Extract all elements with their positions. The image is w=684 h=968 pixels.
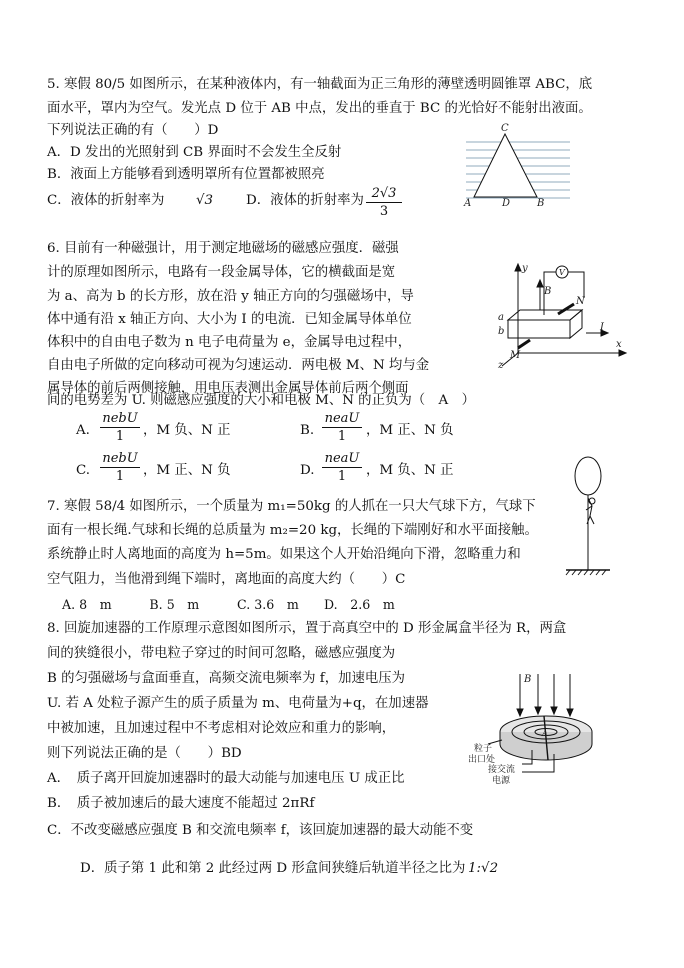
q6-option-c-numerator: nebU <box>100 451 140 468</box>
q6-magnetometer-figure <box>478 258 628 370</box>
q6-line5: 体积中的自由电子数为 n 电子电荷量为 e，金属导电过程中， <box>47 335 412 350</box>
q6-option-d-label: D. <box>300 463 315 478</box>
q5-line1: 5. 寒假 80/5 如图所示，在某种液体内，有一轴截面为正三角形的薄壁透明圆锥罩 ABC，底 <box>47 77 593 92</box>
q5-fig-label-b: B <box>537 198 545 206</box>
q5-option-b: B．液面上方能够看到透明罩所有位置都被照亮 <box>47 167 325 182</box>
q8-fig-label-a: A <box>542 729 548 738</box>
q6-line3: 为 a、高为 b 的长方形，放在沿 y 轴正方向的匀强磁场中，导 <box>47 289 414 304</box>
q6-option-c-denominator: 1 <box>115 469 125 484</box>
q6-fig-axis-x: x <box>616 339 622 350</box>
q8-option-a: A． 质子离开回旋加速器时的最大动能与加速电压 U 成正比 <box>47 771 405 786</box>
q7-line4: 空气阻力，当他滑到绳下端时，离地面的高度大约（ ）C <box>47 572 406 587</box>
q8-fig-power-line2: 电源 <box>492 776 511 786</box>
q8-option-b: B． 质子被加速后的最大速度不能超过 2πRf <box>47 796 315 811</box>
q5-option-c: C．液体的折射率为 <box>47 193 165 208</box>
q8-option-d-value: 1:√2 <box>468 861 499 876</box>
q6-option-a-label: A. <box>76 423 90 438</box>
q5-fig-label-d: D <box>502 198 511 206</box>
q6-option-b-tail: ，M 正、N 负 <box>366 423 454 438</box>
q5-option-d-denominator: 3 <box>379 204 389 219</box>
q6-fig-label-n: N <box>576 296 585 307</box>
q5-option-d: D．液体的折射率为 <box>246 193 364 208</box>
q6-option-a-denominator: 1 <box>115 429 125 444</box>
q8-fig-outlet-line2: 出口处 <box>468 755 496 765</box>
q6-line2: 计的原理如图所示，电路有一段金属导体，它的横截面是宽 <box>47 265 396 280</box>
q6-line1: 6. 目前有一种磁强计，用于测定地磁场的磁感应强度．磁强 <box>47 241 399 256</box>
q5-option-d-numerator: 2√3 <box>366 186 402 203</box>
q6-line4: 体中通有沿 x 轴正方向、大小为 I 的电流．已知金属导体单位 <box>47 312 412 327</box>
q6-fig-axis-z: z <box>498 360 504 370</box>
q6-fig-axis-y: y <box>522 263 528 274</box>
q5-cone-figure <box>460 120 572 206</box>
q8-line1: 8. 回旋加速器的工作原理示意图如图所示，置于高真空中的 D 形金属盒半径为 R，两盒 <box>47 621 567 636</box>
q5-line2: 面水平，罩内为空气。发光点 D 位于 AB 中点，发出的垂直于 BC 的光恰好不能射出液面。 <box>47 101 592 116</box>
q6-option-d-denominator: 1 <box>337 469 347 484</box>
q7-line3: 系统静止时人离地面的高度为 h=5m。如果这个人开始沿绳向下滑，忽略重力和 <box>47 547 521 562</box>
q6-option-a-numerator: nebU <box>100 411 140 428</box>
q8-fig-outlet-line1: 粒子 <box>474 744 493 754</box>
q6-option-d-tail: ，M 负、N 正 <box>366 463 454 478</box>
q8-option-c: C．不改变磁感应强度 B 和交流电频率 f，该回旋加速器的最大动能不变 <box>47 823 474 838</box>
q8-fig-label-b: B <box>524 674 532 685</box>
q5-option-a: A．D 发出的光照射到 CB 界面时不会发生全反射 <box>47 145 342 160</box>
q8-line2: 间的狭缝很小，带电粒子穿过的时间可忽略，磁感应强度为 <box>47 646 396 661</box>
q5-fig-label-c: C <box>501 123 509 134</box>
q6-fig-label-m: M <box>510 350 521 361</box>
q6-fig-voltmeter: V <box>559 268 565 277</box>
q6-fig-label-b: B <box>544 286 552 297</box>
q6-fig-label-b-height: b <box>498 326 505 337</box>
q5-fig-label-a: A <box>464 198 472 206</box>
q6-option-b-fraction <box>322 411 362 446</box>
q7-line2: 面有一根长绳.气球和长绳的总质量为 m₂=20 kg，长绳的下端刚好和水平面接触。 <box>47 523 538 538</box>
q6-fig-label-a: a <box>498 312 504 323</box>
q6-line8: 间的电势差为 U. 则磁感应强度的大小和电极 M、N 的正负为（ A ） <box>47 393 475 408</box>
q8-line4: U. 若 A 处粒子源产生的质子质量为 m、电荷量为+q，在加速器 <box>47 696 429 711</box>
q8-option-d: D．质子第 1 此和第 2 此经过两 D 形盒间狭缝后轨道半径之比为 <box>80 861 466 876</box>
q6-line6: 自由电子所做的定向移动可视为匀速运动．两电极 M、N 均与金 <box>47 358 430 373</box>
q8-line3: B 的匀强磁场与盒面垂直，高频交流电频率为 f，加速电压为 <box>47 671 406 686</box>
q8-line5: 中被加速，且加速过程中不考虑相对论效应和重力的影响， <box>47 721 396 736</box>
q5-option-c-value: √3 <box>196 193 214 208</box>
q6-option-d-numerator: neaU <box>322 451 362 468</box>
q7-line1: 7. 寒假 58/4 如图所示，一个质量为 m₁=50kg 的人抓在一只大气球下方，气球下 <box>47 499 536 514</box>
q6-option-a-fraction <box>100 411 140 446</box>
q5-option-d-fraction <box>366 186 402 221</box>
q6-line7: 属导体的前后两侧接触，用电压表测出金属导体前后两个侧面 <box>47 381 409 396</box>
q6-option-c-tail: ，M 正、N 负 <box>143 463 231 478</box>
q6-option-c-label: C. <box>76 463 91 478</box>
q8-line6: 则下列说法正确的是（ ）BD <box>47 746 242 761</box>
q7-options: A. 8 m B. 5 m C. 3.6 m D. 2.6 m <box>62 597 395 612</box>
q5-line3: 下列说法正确的有（ ）D <box>47 123 219 138</box>
q6-option-a-tail: ，M 负、N 正 <box>143 423 231 438</box>
q6-option-b-label: B. <box>300 423 315 438</box>
q6-option-b-numerator: neaU <box>322 411 362 428</box>
q6-option-b-denominator: 1 <box>337 429 347 444</box>
q7-balloon-figure <box>562 454 614 578</box>
q6-option-d-fraction <box>322 451 362 486</box>
q6-option-c-fraction <box>100 451 140 486</box>
q6-fig-label-i: I <box>600 322 604 333</box>
q8-cyclotron-figure <box>458 660 618 790</box>
q8-fig-power-line1: 接交流 <box>488 765 516 775</box>
